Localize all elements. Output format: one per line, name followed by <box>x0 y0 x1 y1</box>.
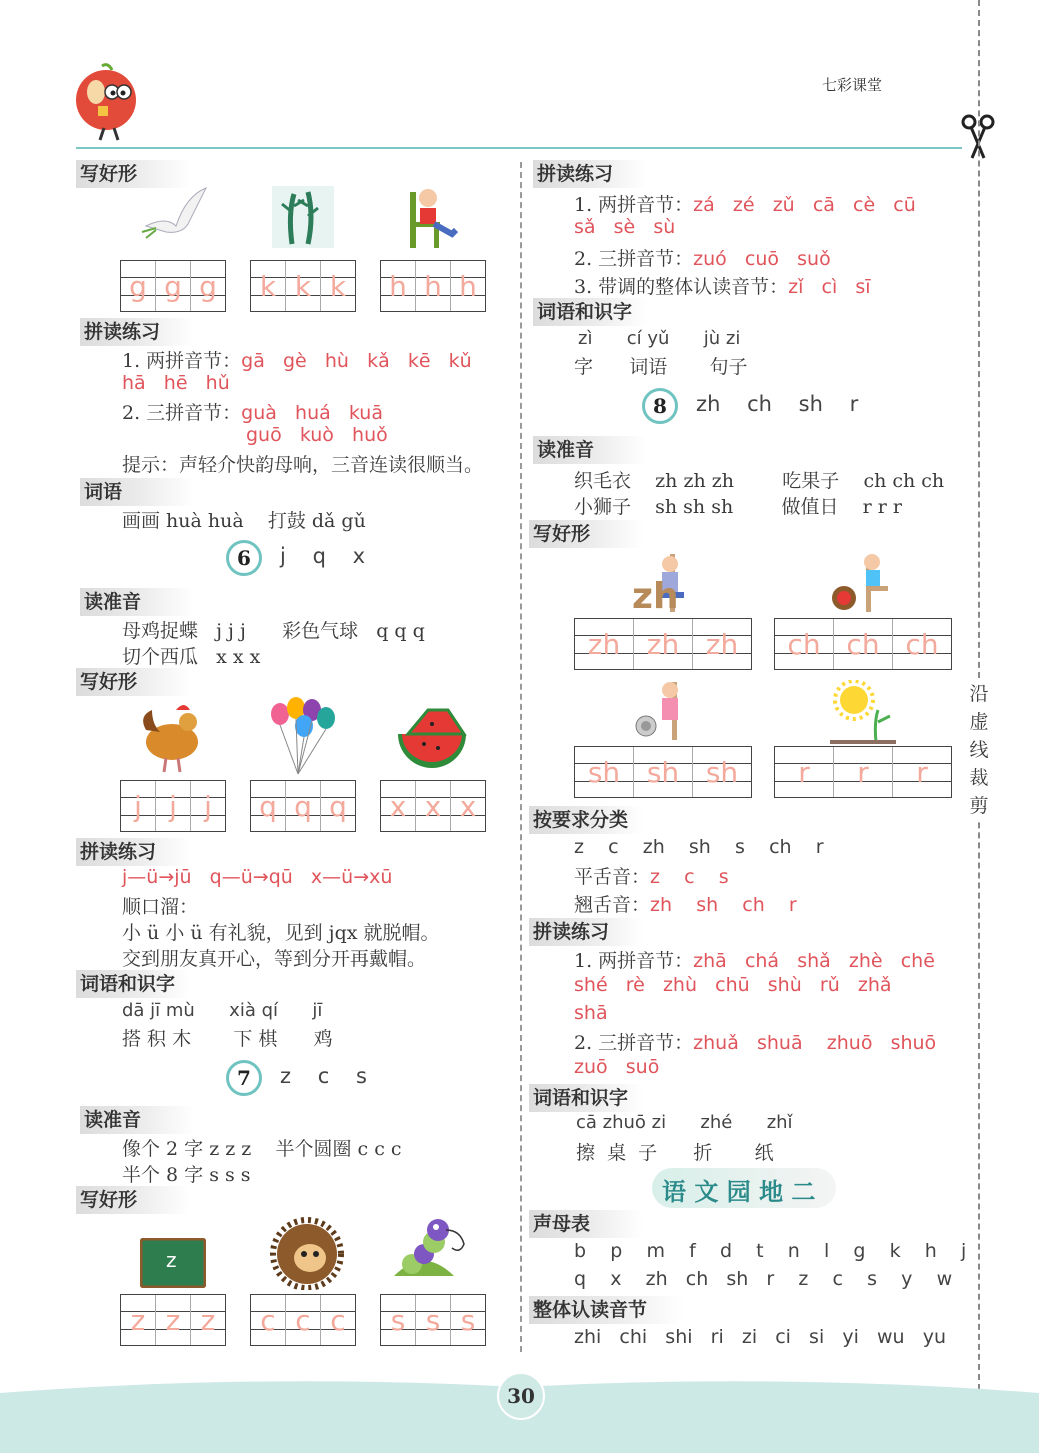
pinyin-line: dā jī mù xià qí jī <box>122 1000 323 1021</box>
dove-picture <box>136 186 210 246</box>
grid-letter: k <box>285 261 320 311</box>
spelling-chain: j—ü→jū q—ü→qū x—ü→xū <box>122 866 393 888</box>
column-divider <box>520 162 522 1352</box>
line-label: 平舌音： <box>574 866 651 888</box>
text-line: 交到朋友真开心，等到分开再戴帽。 <box>122 948 427 970</box>
grid-letter: ch <box>833 619 892 669</box>
side-note <box>966 680 992 820</box>
line-label: 2. 三拼音节： <box>574 1032 694 1054</box>
girl-eating-picture <box>830 550 896 614</box>
mascot-apple-icon <box>74 62 144 142</box>
section-title: 词语 <box>80 478 194 506</box>
line-label: 1. 两拼音节： <box>122 350 242 372</box>
balloons-picture <box>264 696 344 776</box>
grid-letter: x <box>450 781 485 831</box>
pinyin-line: cā zhuō zi zhé zhǐ <box>576 1112 793 1133</box>
pinyin-values: z c s <box>650 866 729 888</box>
initials-line: b p m f d t n l g k h j <box>574 1240 967 1262</box>
boy-chair-picture <box>404 184 464 250</box>
side-note-char: 沿 <box>969 683 989 705</box>
words-line: 画画 huà huà 打鼓 dǎ gǔ <box>122 510 366 532</box>
writing-grid <box>250 260 356 312</box>
pinyin-values: zuō suō <box>574 1056 660 1078</box>
writing-grid <box>774 618 952 670</box>
grid-letter: r <box>892 747 951 797</box>
letters-line: z c zh sh s ch r <box>574 836 824 858</box>
grid-letter: h <box>415 261 450 311</box>
garden-banner <box>652 1168 836 1208</box>
writing-grid <box>380 1294 486 1346</box>
writing-grid <box>120 260 226 312</box>
section-title: 读准音 <box>80 588 194 616</box>
rooster-picture <box>136 700 212 774</box>
unit-number: 7 <box>226 1060 262 1096</box>
knitting-woman-picture <box>630 550 696 617</box>
section-title: 拼读练习 <box>76 838 190 866</box>
unit-letters: j q x <box>280 544 366 568</box>
line-label: 1. 两拼音节： <box>574 950 694 972</box>
section-title: 写好形 <box>76 160 190 188</box>
grid-letter: x <box>389 790 407 823</box>
grid-letter: r <box>833 747 892 797</box>
page-number-badge <box>497 1372 545 1420</box>
text-line: 织毛衣 zh zh zh 吃果子 ch ch ch <box>574 470 945 492</box>
writing-grid <box>574 746 752 798</box>
pinyin-values: zǐ cì sī <box>788 276 871 298</box>
grid-letter: sh <box>587 756 621 789</box>
side-note-char: 虚 <box>969 711 989 733</box>
header-brand: 七彩课堂 <box>822 76 883 94</box>
grid-letter: ch <box>787 628 821 661</box>
initials-line: q x zh ch sh r z c s y w <box>574 1268 953 1290</box>
grid-letter: j <box>155 781 190 831</box>
pinyin-values: shé rè zhù chū shù rǔ zhǎ <box>574 974 892 996</box>
grid-letter: g <box>190 261 225 311</box>
section-title: 声母表 <box>529 1210 643 1238</box>
pinyin-values: shā <box>574 1002 608 1024</box>
chalkboard-letter: z <box>166 1248 177 1272</box>
grid-letter: j <box>190 781 225 831</box>
sun-plant-picture <box>830 680 896 744</box>
unit-number: 6 <box>226 540 262 576</box>
hanzi-line: 搭 积 木 下 棋 鸡 <box>122 1028 333 1050</box>
section-title: 读准音 <box>80 1106 194 1134</box>
grid-letter: ch <box>892 619 951 669</box>
section-title: 读准音 <box>533 436 647 464</box>
line-label: 翘舌音： <box>574 894 651 916</box>
text-line: 半个 8 字 s s s <box>122 1164 251 1186</box>
grid-letter: q <box>259 790 277 823</box>
unit-letters: z c s <box>280 1064 367 1088</box>
text-line: 母鸡捉蝶 j j j 彩色气球 q q q <box>122 620 425 642</box>
grid-letter: c <box>260 1304 276 1337</box>
section-title: 拼读练习 <box>533 160 647 188</box>
plant-picture <box>272 186 334 248</box>
side-note-char: 裁 <box>969 767 989 789</box>
line-label: 1. 两拼音节： <box>574 194 694 216</box>
text-line <box>574 862 729 889</box>
grid-letter: q <box>285 781 320 831</box>
section-title: 词语和识字 <box>529 1084 643 1112</box>
text-line: 像个 2 字 z z z 半个圆圈 c c c <box>122 1138 402 1160</box>
pinyin-values: zh sh ch r <box>650 894 797 916</box>
hanzi-line: 字 词语 句子 <box>574 356 748 378</box>
grid-letter: sh <box>633 747 692 797</box>
writing-grid <box>250 1294 356 1346</box>
writing-grid <box>120 1294 226 1346</box>
pinyin-values: hā hē hǔ <box>122 372 230 394</box>
text-line <box>122 346 472 373</box>
unit-letters: zh ch sh r <box>696 392 859 416</box>
pinyin-values: zhuǎ shuā zhuō shuō <box>693 1032 937 1054</box>
section-title: 写好形 <box>529 520 643 548</box>
unit-heading <box>226 540 365 576</box>
text-line: 切个西瓜 x x x <box>122 646 261 668</box>
garden-title: 语 文 园 地 二 <box>662 1177 816 1206</box>
writing-grid <box>250 780 356 832</box>
grid-letter: zh <box>633 619 692 669</box>
grid-letter: c <box>320 1295 355 1345</box>
text-line <box>574 1028 936 1055</box>
grid-letter: s <box>415 1295 450 1345</box>
text-line: 小狮子 sh sh sh 做值日 r r r <box>574 496 903 518</box>
grid-letter: z <box>130 1304 146 1337</box>
grid-letter: s <box>450 1295 485 1345</box>
pinyin-values: zhā chá shǎ zhè chē <box>693 950 935 972</box>
grid-letter: s <box>390 1304 406 1337</box>
grid-letter: h <box>450 261 485 311</box>
text-line <box>574 272 871 299</box>
section-title: 词语和识字 <box>533 298 647 326</box>
syllables-line: zhi chi shi ri zi ci si yi wu yu <box>574 1326 946 1348</box>
writing-grid <box>380 780 486 832</box>
watermelon-picture <box>394 704 470 772</box>
pinyin-values: guō kuò huǒ <box>246 424 388 446</box>
text-line: 顺口溜： <box>122 896 199 918</box>
hanzi-line: 擦 桌 子 折 纸 <box>576 1142 774 1164</box>
line-label: 2. 三拼音节： <box>574 248 694 270</box>
writing-grid <box>380 260 486 312</box>
pinyin-values: zuó cuō suǒ <box>693 248 831 270</box>
grid-letter: z <box>155 1295 190 1345</box>
text-line <box>574 244 831 271</box>
grid-letter: r <box>798 756 810 789</box>
page-number: 30 <box>507 1384 535 1408</box>
grid-letter: k <box>320 261 355 311</box>
grid-letter: sh <box>692 747 751 797</box>
section-title: 写好形 <box>76 668 190 696</box>
hedgehog-picture <box>270 1216 344 1290</box>
grid-letter: zh <box>692 619 751 669</box>
section-title: 写好形 <box>76 1186 190 1214</box>
section-title: 按要求分类 <box>529 806 643 834</box>
line-label: 3. 带调的整体认读音节： <box>574 276 789 298</box>
text-line <box>122 398 383 425</box>
grid-letter: x <box>415 781 450 831</box>
section-title: 整体认读音节 <box>529 1296 683 1324</box>
side-note-char: 剪 <box>969 795 989 817</box>
unit-heading <box>226 1060 367 1096</box>
pinyin-values: zá zé zǔ cā cè cū <box>693 194 916 216</box>
unit-number: 8 <box>642 388 678 424</box>
text-line: 小 ü 小 ü 有礼貌，见到 jqx 就脱帽。 <box>122 922 440 944</box>
text-line <box>574 190 916 217</box>
section-title: 词语和识字 <box>76 970 190 998</box>
text-line <box>574 946 935 973</box>
side-note-char: 线 <box>969 739 989 761</box>
grid-letter: g <box>155 261 190 311</box>
writing-grid <box>774 746 952 798</box>
hint-text: 提示：声轻介快韵母响，三音连读很顺当。 <box>122 454 484 476</box>
grid-letter: k <box>259 270 277 303</box>
grid-letter: c <box>285 1295 320 1345</box>
section-title: 拼读练习 <box>529 918 643 946</box>
section-title: 拼读练习 <box>80 318 194 346</box>
pinyin-values: sǎ sè sù <box>574 216 676 238</box>
pinyin-values: guà huá kuā <box>241 402 383 424</box>
writing-grid <box>120 780 226 832</box>
unit-heading <box>642 388 858 424</box>
caterpillar-picture <box>390 1216 474 1288</box>
grid-letter: h <box>389 270 407 303</box>
chalkboard-picture <box>140 1238 206 1288</box>
line-label: 2. 三拼音节： <box>122 402 242 424</box>
header-rule <box>76 147 962 149</box>
grid-letter: z <box>190 1295 225 1345</box>
girl-lion-picture <box>630 676 696 742</box>
writing-grid <box>574 618 752 670</box>
zh-shape-label: zh <box>632 576 679 617</box>
text-line <box>574 890 797 917</box>
pinyin-values: gā gè hù kǎ kē kǔ <box>241 350 472 372</box>
grid-letter: zh <box>587 628 621 661</box>
grid-letter: j <box>134 790 142 823</box>
grid-letter: q <box>320 781 355 831</box>
pinyin-line: zì cí yǔ jù zi <box>578 328 741 349</box>
grid-letter: g <box>129 270 147 303</box>
